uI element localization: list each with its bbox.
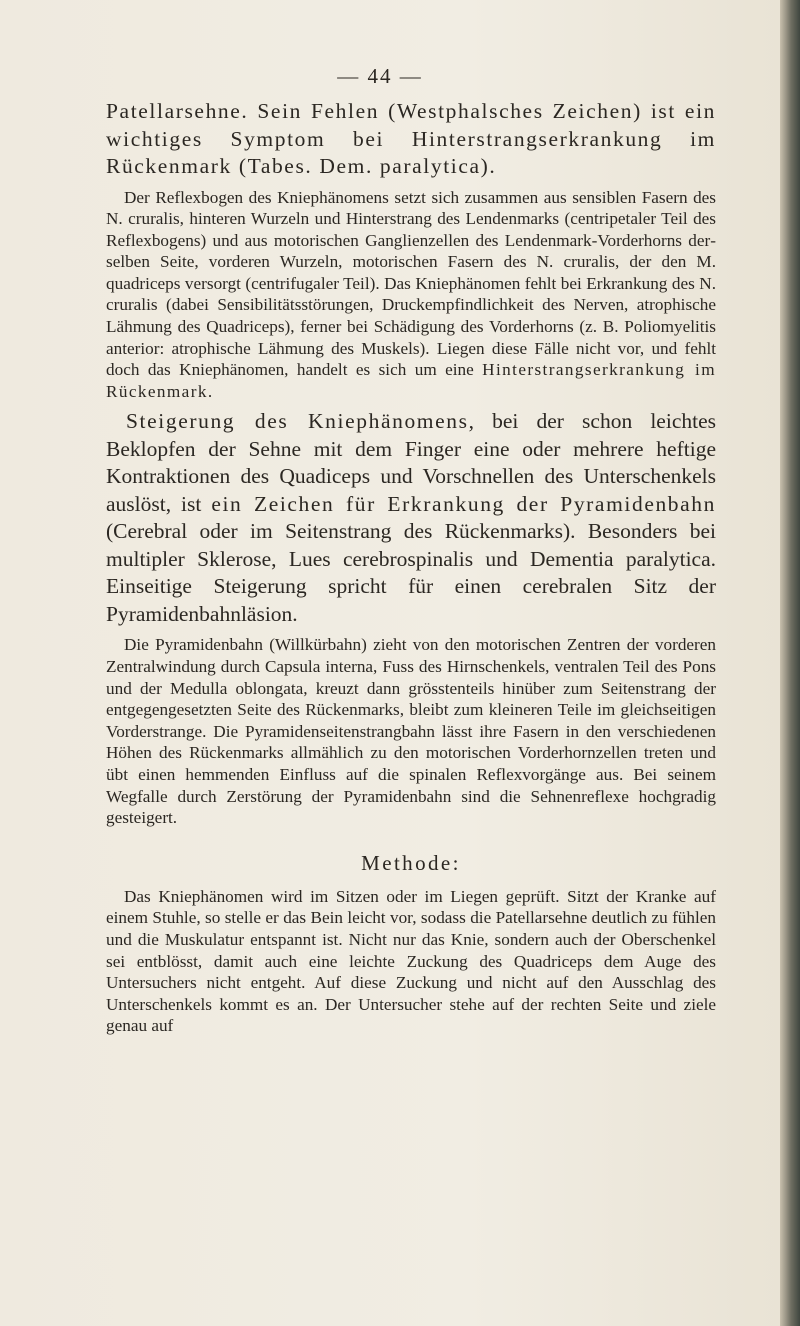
paragraph-pyramidal-tract: Die Pyramidenbahn (Willkürbahn) zieht von den motorischen Zentren der vorderen Zentralwindung durch Capsula interna, Fuss des Hirnschenkels, ventralen Teil des Pons und der Medulla oblongata, kreuzt dann grösstenteils hinüber zum Seitenstrang der entgegengesetzten Seite des Rückenmarks, bleibt zum kleineren Teile im gleichseitigen Vorderstrange. Die Pyramidenseitenstrangbahn lässt ihre Fasern in den verschiedenen Höhen des Rückenmarks allmählich zu den motorischen Vorderhornzellen treten und übt einen hemmenden Einfluss auf die spinalen Reflexvorgänge aus. Bei seinem Wegfalle durch Zerstörung der Pyramidenbahn sind die Sehnenreflexe hochgradig gesteigert. — [106, 635, 716, 828]
page-number: — 44 — — [337, 64, 423, 88]
paragraph-patellar-intro-text: Patellarsehne. Sein Fehlen (Westphalsches Zeichen) ist ein wichtiges Symptom bei Hinterstrangserkrankung im Rückenmark (Tabes. Dem. paralytica). — [106, 99, 716, 178]
paragraph-increase-text-2: (Cerebral oder im Seitenstrang des Rückenmarks). Besonders bei multipler Sklerose, Lues cerebrospinalis und Dementia paralytica. Einseitige Steigerung spricht für einen cerebralen Sitz der Pyramidenbahnläsion. — [106, 519, 716, 626]
paragraph-reflex-arc-emphasis: Hinterstrangserkrankung im Rückenmark — [106, 360, 716, 401]
paragraph-patellar-intro — [106, 98, 716, 181]
paragraph-increase-emphasis-2: ein Zeichen für Erkrankung der Pyramidenbahn — [211, 491, 717, 516]
section-heading-method: Methode: — [361, 850, 461, 875]
paragraph-increase-text-1: , bei der schon leichtes Beklopfen der Sehne mit dem Finger eine oder mehrere heftige Kontraktionen des Quadiceps und Vorschnellen des Unterschenkels auslöst, ist — [106, 409, 716, 516]
paragraph-increase-emphasis-1: Steigerung des Kniephänomens — [126, 409, 469, 434]
page-edge-shadow — [780, 0, 800, 1326]
paragraph-reflex-arc-end: . — [207, 381, 213, 401]
paragraph-reflex-arc — [106, 187, 716, 403]
paragraph-reflex-arc-text: Der Reflexbogen des Kniephänomens setzt sich zusammen aus sensiblen Fasern des N. cruralis, hinteren Wurzeln und Hinterstrang des Lendenmarks (centripetaler Teil des Reflexbogens) und aus motorischen Ganglienzellen des Lendenmark-Vorderhorns derselben Seite, vorderen Wurzeln, motorischen Fasern des N. cruralis, der den M. quadriceps versorgt (centrifugaler Teil). Das Kniephänomen fehlt bei Erkrankung des N. cruralis (dabei Sensibilitätsstörungen, Druckempfindlichkeit des Nerven, atrophische Lähmung des Quadriceps), ferner bei Schädigung des Vorderhorns (z. B. Poliomyelitis anterior: atrophische Lähmung des Muskels). Liegen diese Fälle nicht vor, und fehlt doch das Kniephänomen, handelt es sich um eine — [106, 187, 716, 380]
paragraph-increase — [106, 408, 716, 628]
page-content — [106, 98, 716, 1037]
paragraph-method: Das Kniephänomen wird im Sitzen oder im Liegen geprüft. Sitzt der Kranke auf einem Stuhle, so stelle er das Bein leicht vor, sodass die Patellarsehne deutlich zu fühlen und die Muskulatur entspannt ist. Nicht nur das Knie, sondern auch der Oberschenkel sei entblösst, damit auch eine leichte Zuckung des Quadriceps dem Auge des Untersuchers nicht entgeht. Auf diese Zuckung und nicht auf den Ausschlag des Unterschenkels kommt es an. Der Untersucher stehe auf der rechten Seite und ziele genau auf — [106, 886, 716, 1036]
